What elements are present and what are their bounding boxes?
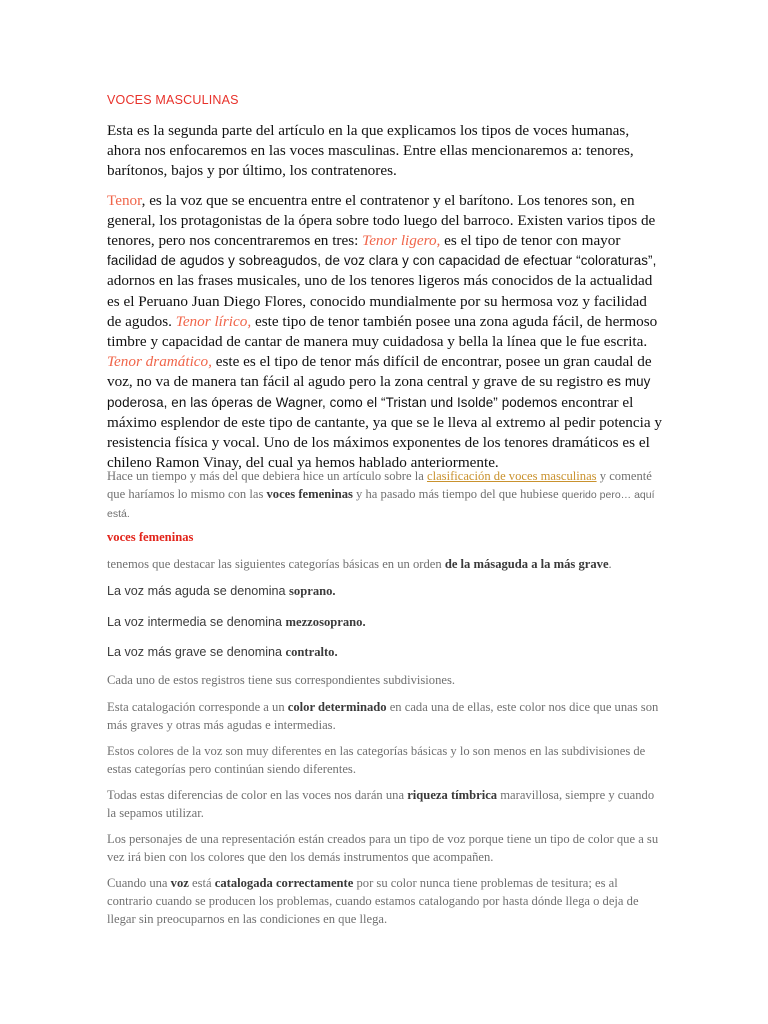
voces-femeninas-heading: voces femeninas	[107, 530, 194, 544]
intro-paragraph: Esta es la segunda parte del artículo en la que explicamos los tipos de voces humanas, ahora nos enfocaremos en las voces masculinas. Entre ellas mencionaremos a: tenores, barítonos, bajos y por último, los contratenores.	[107, 122, 634, 180]
destacar-a: tenemos que destacar las siguientes categorías básicas en un orden	[107, 557, 445, 571]
category-text: La voz más aguda se denomina	[107, 584, 290, 598]
cuando-bold-2: catalogada correctamente	[214, 876, 354, 890]
tenor-paragraph	[107, 191, 663, 474]
cuando-paragraph	[107, 874, 663, 928]
tenor-text-7: es muy poderosa, en las óperas de Wagner, como el “Tristan und Isolde” podemos	[107, 374, 651, 410]
riqueza-b: maravillosa, siempre y cuando la sepamos utilizar.	[107, 788, 655, 820]
tenor-ligero-term: Tenor ligero,	[362, 232, 441, 250]
destacar-paragraph	[107, 555, 663, 573]
riqueza-bold: riqueza tímbrica	[407, 788, 498, 802]
grey-intro-a: Hace un tiempo y más del que debiera hice un artículo sobre la	[107, 469, 427, 483]
tenor-text-1: , es la voz que se encuentra entre el contratenor y el barítono. Los tenores son, en general, los protagonistas de la ópera sobre todo luego del barroco. Existen varios tipos de tenores, pero nos concentraremos en tres:	[107, 191, 656, 250]
main-article	[107, 121, 663, 482]
category-value: soprano.	[289, 584, 336, 598]
cuando-c: por su color nunca tiene problemas de tesitura; es al contrario cuando se producen los problemas, cuando estamos catalogando por hasta dónde llega o deja de llegar sin preocuparnos en las condiciones en que llega.	[107, 876, 639, 926]
cuando-a: Cuando una	[107, 876, 171, 890]
category-contralto	[107, 645, 338, 660]
tenor-text-6: este es el tipo de tenor más difícil de encontrar, posee un gran caudal de voz, no va de manera tan fácil al agudo pero la zona central y grave de su registro	[107, 353, 652, 391]
tenor-text-3: facilidad de agudos y sobreagudos, de voz clara y con capacidad de efectuar “coloraturas”,	[107, 253, 657, 269]
grey-intro-b: y comenté que haríamos lo mismo con las	[107, 469, 652, 501]
category-soprano	[107, 584, 336, 599]
category-value: mezzosoprano.	[285, 615, 366, 629]
category-mezzosoprano	[107, 615, 366, 630]
colores-paragraph: Estos colores de la voz son muy diferentes en las categorías básicas y lo son menos en las subdivisiones de estas categorías pero continúan siendo diferentes.	[107, 744, 646, 776]
clasificacion-link[interactable]: clasificación de voces masculinas	[426, 469, 597, 483]
category-text: La voz más grave se denomina	[107, 645, 286, 659]
grey-intro-bold: voces femeninas	[266, 487, 353, 501]
grey-intro-c: y ha pasado más tiempo del que hubiese	[352, 487, 562, 501]
category-value: contralto.	[285, 645, 338, 659]
tenor-text-2: es el tipo de tenor con mayor	[440, 232, 621, 250]
destacar-bold: de la másaguda a la más grave	[444, 557, 609, 571]
cuando-b: está	[188, 876, 215, 890]
section-heading: VOCES MASCULINAS	[107, 93, 239, 107]
grey-intro-d: querido pero… aquí está.	[107, 489, 655, 520]
tenor-dramatico-term: Tenor dramático,	[107, 353, 212, 371]
tenor-text-8: encontrar el máximo esplendor de este tipo de cantante, ya que se le lleva al extremo al pedir potencia y resistencia física y vocal. Uno de los máximos exponentes de los tenores dramáticos es el chileno Ramon Vinay, del cual ya hemos hablado anteriormente.	[107, 393, 662, 472]
destacar-c: .	[608, 557, 612, 571]
personajes-paragraph: Los personajes de una representación están creados para un tipo de voz porque tiene un tipo de color que a su vez irá bien con los colores que den los demás instrumentos que acompañen.	[107, 832, 659, 864]
registros-paragraph: Cada uno de estos registros tiene sus correspondientes subdivisiones.	[107, 673, 456, 687]
catalogacion-bold: color determinado	[287, 700, 387, 714]
tenor-term: Tenor	[107, 191, 142, 209]
catalogacion-paragraph	[107, 698, 663, 734]
riqueza-paragraph	[107, 786, 663, 822]
cuando-bold-1: voz	[170, 876, 189, 890]
catalogacion-b: en cada una de ellas, este color nos dice que unas son más graves y otras más agudas e intermedias.	[107, 700, 659, 732]
category-text: La voz intermedia se denomina	[107, 615, 286, 629]
catalogacion-a: Esta catalogación corresponde a un	[107, 700, 288, 714]
tenor-text-5: este tipo de tenor también posee una zona aguda fácil, de hermoso timbre y capacidad de cantar de manera muy cuidadosa y bella la línea que le fue escrita.	[107, 312, 658, 351]
grey-intro-paragraph	[107, 467, 663, 523]
tenor-lirico-term: Tenor lírico,	[175, 312, 252, 330]
tenor-text-4: adornos en las frases musicales, uno de los tenores ligeros más conocidos de la actualidad es el Peruano Juan Diego Flores, conocido mundialmente por su hermosa voz y facilidad de agudos.	[107, 272, 653, 330]
riqueza-a: Todas estas diferencias de color en las voces nos darán una	[107, 788, 408, 802]
